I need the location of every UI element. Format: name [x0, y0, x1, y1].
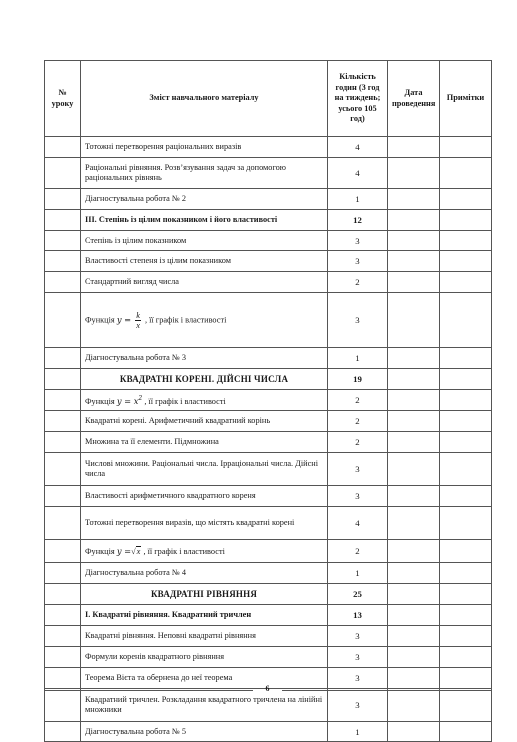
sqrt-icon: √ [131, 546, 136, 556]
row-hours: 13 [328, 605, 388, 626]
fraction [135, 311, 141, 330]
table-row [45, 369, 492, 390]
table-row [45, 626, 492, 647]
table-row [45, 189, 492, 210]
sqrt-argument: x [136, 546, 141, 556]
row-text: Степінь із цілим показником [81, 231, 328, 251]
row-text-post: , її графік і властивості [143, 546, 225, 556]
header-date: Дата проведення [388, 61, 440, 137]
row-hours: 2 [328, 272, 388, 293]
row-formula-sqrt [81, 540, 328, 563]
footer-rule-right [282, 690, 491, 691]
row-text: Теорема Вієта та обернена до неї теорема [81, 668, 328, 689]
table-header-row [45, 61, 492, 137]
table-row [45, 137, 492, 158]
table-row [45, 605, 492, 626]
row-hours: 1 [328, 722, 388, 742]
row-hours: 3 [328, 453, 388, 486]
row-hours: 3 [328, 231, 388, 251]
formula-y: y = x [116, 395, 139, 406]
page-number: 6 [265, 684, 270, 693]
row-hours: 3 [328, 293, 388, 348]
table-row [45, 272, 492, 293]
table-row [45, 390, 492, 411]
row-text: Діагностувальна робота № 5 [81, 722, 328, 742]
row-text: Числові множини. Раціональні числа. Ірраціональні числа. Дійсні числа [81, 453, 328, 486]
row-hours: 3 [328, 626, 388, 647]
row-text-pre: Функція [85, 314, 115, 324]
table-row [45, 251, 492, 272]
table-row [45, 540, 492, 563]
row-text: Діагностувальна робота № 4 [81, 563, 328, 584]
row-hours: 3 [328, 689, 388, 722]
row-hours: 3 [328, 647, 388, 668]
row-hours: 1 [328, 563, 388, 584]
header-notes: Примітки [440, 61, 492, 137]
row-hours: 2 [328, 432, 388, 453]
row-text: Діагностувальна робота № 2 [81, 189, 328, 210]
row-text: Стандартний вигляд числа [81, 272, 328, 293]
table-row [45, 507, 492, 540]
table-row [45, 584, 492, 605]
footer-rule-left [44, 690, 253, 691]
table-row [45, 647, 492, 668]
row-hours: 4 [328, 507, 388, 540]
header-lesson-number: № уроку [45, 61, 81, 137]
row-text: Тотожні перетворення раціональних виразів [81, 137, 328, 158]
row-text: Множина та її елементи. Підмножина [81, 432, 328, 453]
fraction-numerator: k [136, 310, 140, 320]
page-footer [44, 684, 491, 696]
row-hours: 4 [328, 137, 388, 158]
section-title: КВАДРАТНІ КОРЕНІ. ДІЙСНІ ЧИСЛА [81, 369, 328, 390]
row-text-pre: Функція [85, 546, 115, 556]
table-row [45, 563, 492, 584]
row-hours: 2 [328, 411, 388, 432]
row-text: Квадратні рівняння. Неповні квадратні рівняння [81, 626, 328, 647]
row-text: Раціональні рівняння. Розв’язування задач за допомогою раціональних рівнянь [81, 158, 328, 189]
table-row [45, 722, 492, 742]
row-text: І. Квадратні рівняння. Квадратний тричлен [81, 605, 328, 626]
table-row [45, 411, 492, 432]
table-row [45, 432, 492, 453]
row-text: Квадратні корені. Арифметичний квадратний корінь [81, 411, 328, 432]
row-hours: 2 [328, 390, 388, 411]
row-hours: 3 [328, 251, 388, 272]
row-formula-inverse [81, 293, 328, 348]
table-row [45, 231, 492, 251]
table-row [45, 486, 492, 507]
table-row [45, 348, 492, 369]
row-hours: 3 [328, 486, 388, 507]
row-hours: 1 [328, 189, 388, 210]
row-hours: 4 [328, 158, 388, 189]
row-text-post: , її графік і властивості [144, 396, 226, 406]
row-hours: 25 [328, 584, 388, 605]
lesson-plan-table [44, 60, 492, 742]
formula-y: y = [116, 545, 132, 556]
row-text-post: , її графік і властивості [144, 314, 227, 324]
formula-y: y = [116, 313, 132, 324]
fraction-denominator: x [136, 320, 140, 330]
row-text: Квадратний тричлен. Розкладання квадратного тричлена на лінійні множники [81, 689, 328, 722]
row-text: Властивості степеня із цілим показником [81, 251, 328, 272]
formula-exponent: 2 [138, 394, 143, 402]
row-hours: 19 [328, 369, 388, 390]
table-row [45, 210, 492, 231]
row-text: ІІІ. Степінь із цілим показником і його властивості [81, 210, 328, 231]
row-text-pre: Функція [85, 396, 115, 406]
row-hours: 1 [328, 348, 388, 369]
row-text: Тотожні перетворення виразів, що містять квадратні корені [81, 507, 328, 540]
row-hours: 12 [328, 210, 388, 231]
table-row [45, 293, 492, 348]
row-text: Формули коренів квадратного рівняння [81, 647, 328, 668]
header-content: Зміст навчального матеріалу [81, 61, 328, 137]
row-formula-square [81, 390, 328, 411]
row-hours: 3 [328, 668, 388, 689]
row-text: Властивості арифметичного квадратного кореня [81, 486, 328, 507]
section-title: КВАДРАТНІ РІВНЯННЯ [81, 584, 328, 605]
table-row [45, 158, 492, 189]
table-row [45, 453, 492, 486]
row-text: Діагностувальна робота № 3 [81, 348, 328, 369]
header-hours: Кількість годин (3 год на тиждень; усього 105 год) [328, 61, 388, 137]
row-hours: 2 [328, 540, 388, 563]
